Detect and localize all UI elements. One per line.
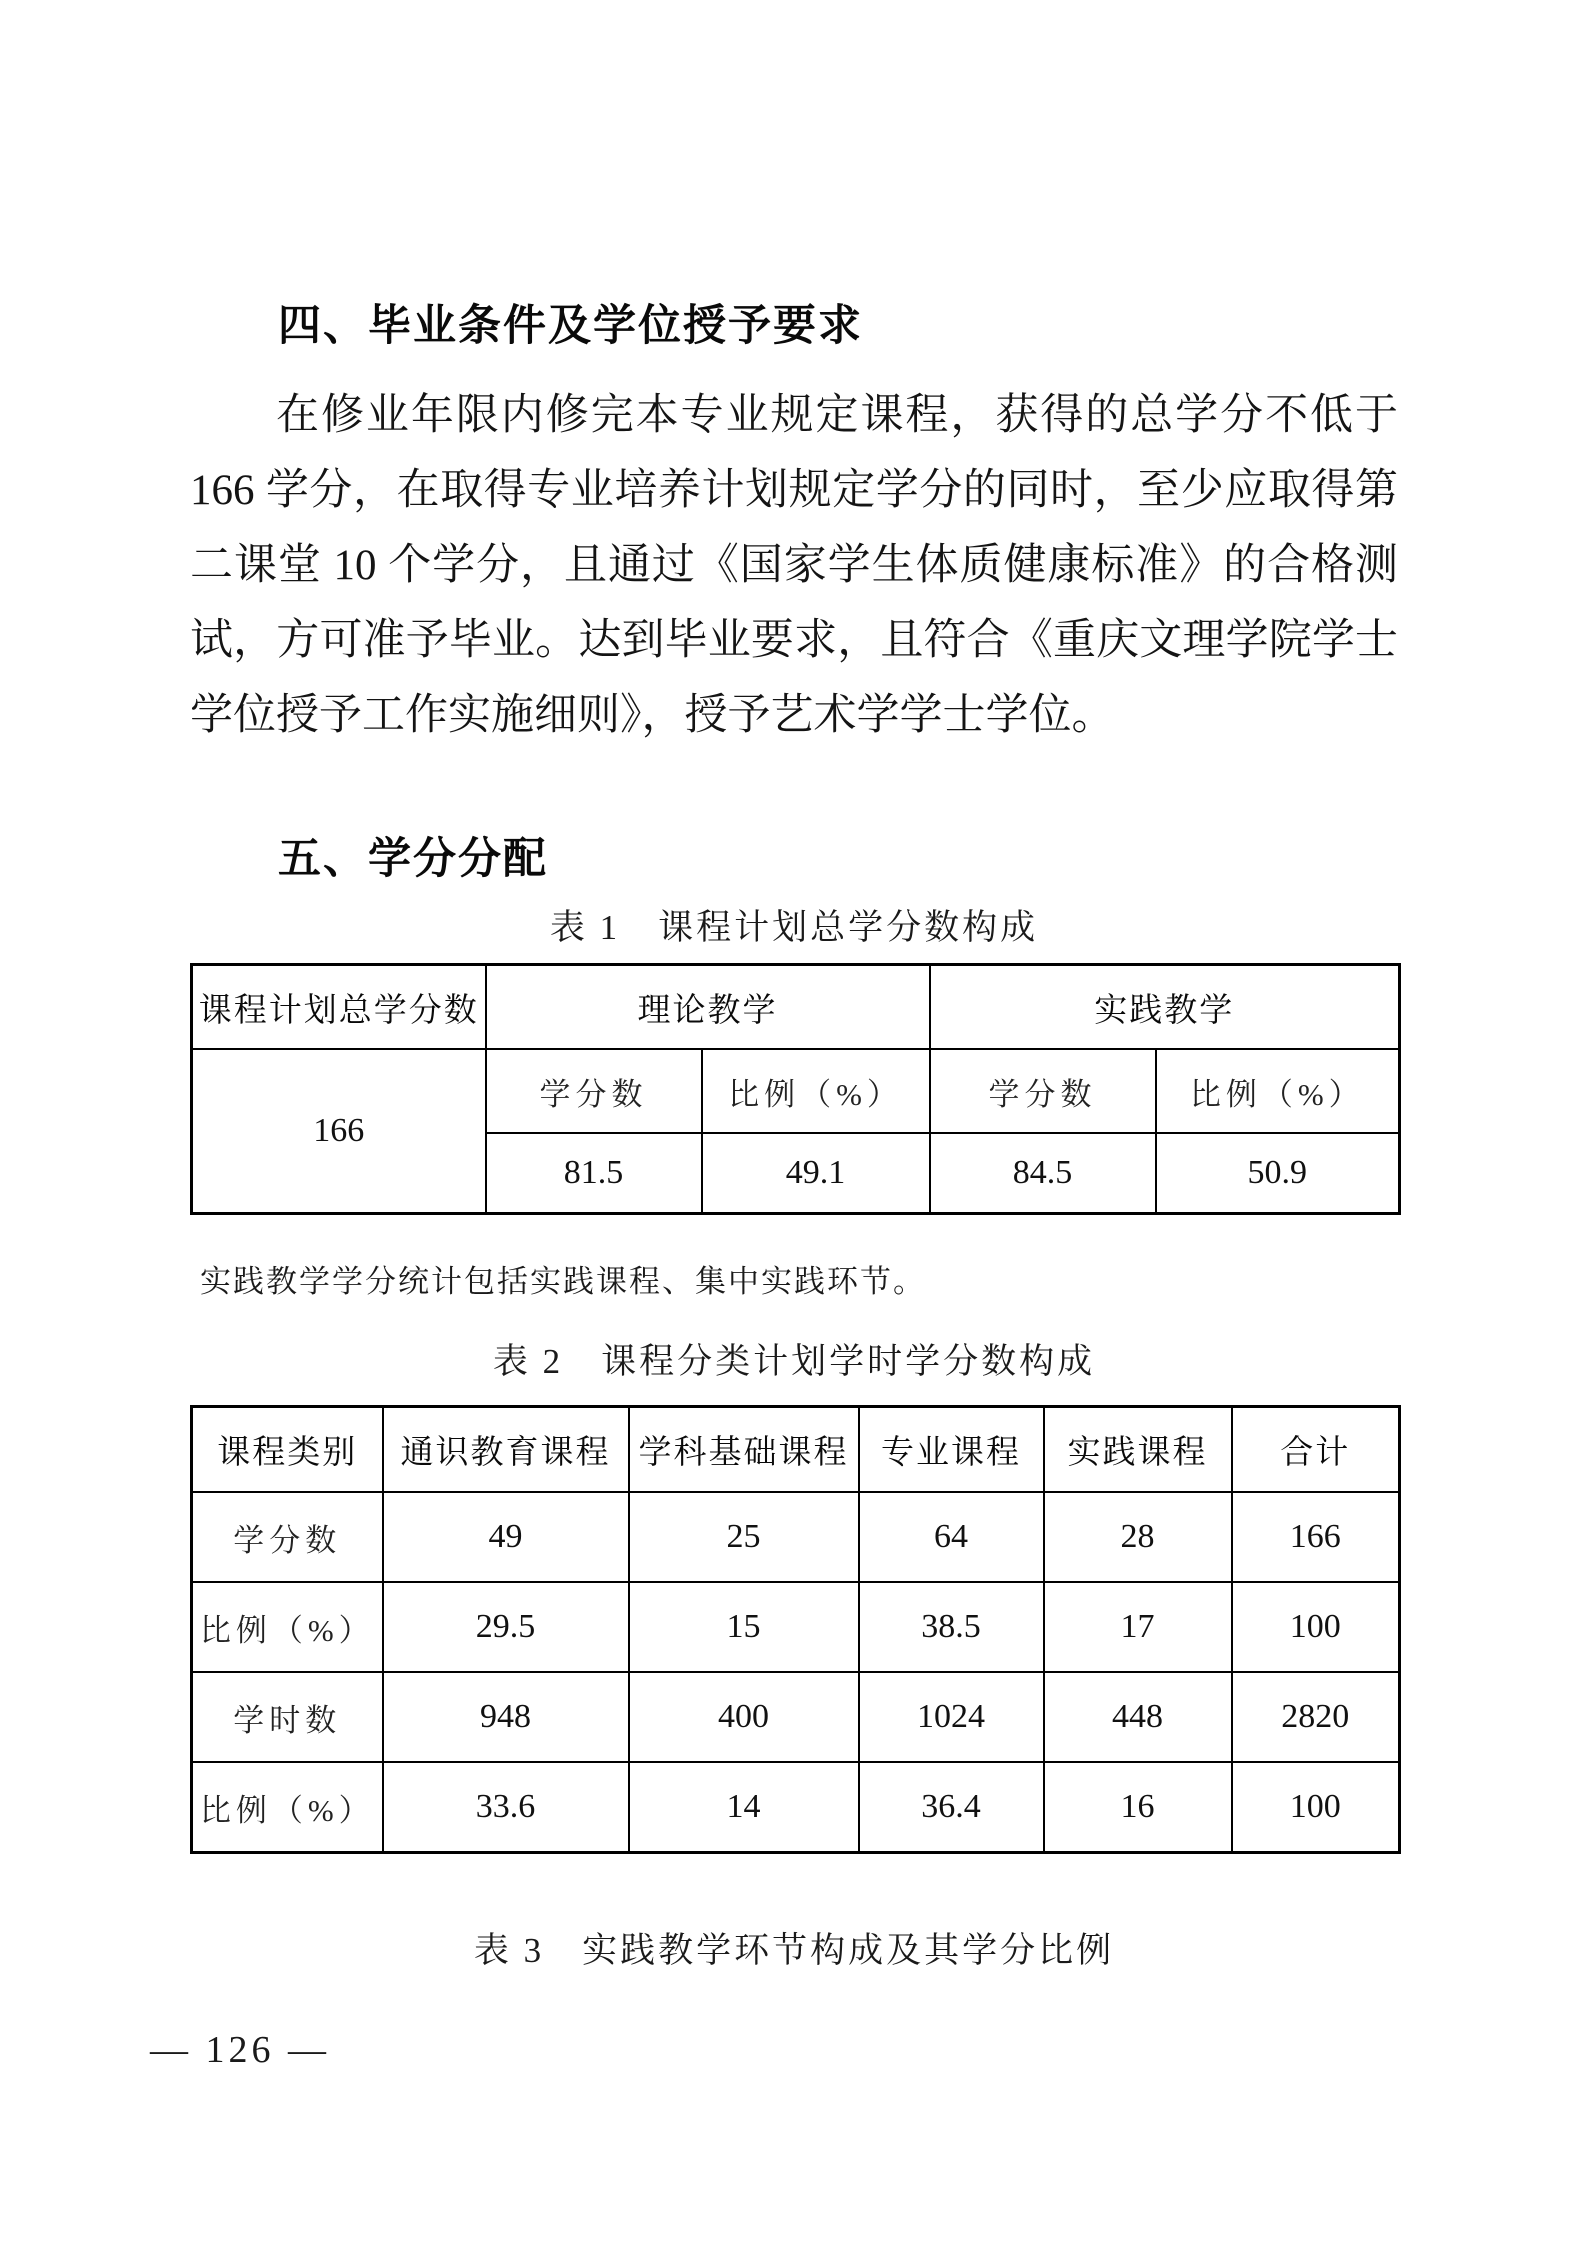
table-cell: 948: [383, 1672, 629, 1762]
table2-header: 实践课程: [1044, 1407, 1232, 1493]
table-cell: 14: [629, 1762, 859, 1853]
table-cell: 38.5: [859, 1582, 1044, 1672]
table-cell: 学分数: [930, 1049, 1156, 1133]
graduation-requirements-paragraph: 在修业年限内修完本专业规定课程，获得的总学分不低于 166 学分，在取得专业培养计划规定学分的同时，至少应取得第二课堂 10 个学分，且通过《国家学生体质健康标准》的合格测试，方可准予毕业。达到毕业要求，且符合《重庆文理学院学士学位授予工作实施细则》，授予艺术学学士学位。: [190, 392, 1398, 739]
table1-practice-group-header: 实践教学: [930, 965, 1400, 1050]
table-row: [192, 1762, 1400, 1853]
table-cell: 17: [1044, 1582, 1232, 1672]
table-row: [192, 1672, 1400, 1762]
table1-total-credits: [190, 963, 1401, 1215]
table-cell: 81.5: [486, 1133, 702, 1214]
table-cell: 比例（%）: [1156, 1049, 1400, 1133]
table1-col1-header: 课程计划总学分数: [192, 965, 486, 1050]
table1-total-value: 166: [192, 1049, 486, 1214]
table1-theory-group-header: 理论教学: [486, 965, 930, 1050]
table-cell: 15: [629, 1582, 859, 1672]
table-cell: 36.4: [859, 1762, 1044, 1853]
table2-header: 专业课程: [859, 1407, 1044, 1493]
table-cell: 100: [1232, 1762, 1400, 1853]
table-row: [192, 965, 1400, 1050]
table-cell: 学分数: [486, 1049, 702, 1133]
table-cell: 28: [1044, 1492, 1232, 1582]
row-label: 学分数: [192, 1492, 383, 1582]
table-cell: 1024: [859, 1672, 1044, 1762]
table-cell: 400: [629, 1672, 859, 1762]
table-cell: 166: [1232, 1492, 1400, 1582]
table-cell: 448: [1044, 1672, 1232, 1762]
table-row: [192, 1407, 1400, 1493]
table-row: [192, 1582, 1400, 1672]
table-cell: 比例（%）: [702, 1049, 930, 1133]
page-content: [190, 296, 1398, 1974]
table-cell: 25: [629, 1492, 859, 1582]
table1-caption: 表 1 课程计划总学分数构成: [549, 908, 1039, 947]
table-cell: 100: [1232, 1582, 1400, 1672]
heading-section-5: 五、学分分配: [278, 835, 548, 883]
table-cell: 50.9: [1156, 1133, 1400, 1214]
table-row: [192, 1492, 1400, 1582]
table-cell: 49.1: [702, 1133, 930, 1214]
row-label: 学时数: [192, 1672, 383, 1762]
table-row: [192, 1049, 1400, 1133]
heading-section-4: 四、毕业条件及学位授予要求: [278, 302, 863, 350]
table-cell: 33.6: [383, 1762, 629, 1853]
table2-header: 通识教育课程: [383, 1407, 629, 1493]
table-cell: 64: [859, 1492, 1044, 1582]
table3-caption: 表 3 实践教学环节构成及其学分比例: [473, 1931, 1115, 1970]
table-cell: 49: [383, 1492, 629, 1582]
table-cell: 2820: [1232, 1672, 1400, 1762]
table2-caption: 表 2 课程分类计划学时学分数构成: [492, 1342, 1096, 1381]
table-cell: 29.5: [383, 1582, 629, 1672]
table2-header: 学科基础课程: [629, 1407, 859, 1493]
table-cell: 16: [1044, 1762, 1232, 1853]
table2-course-categories: [190, 1405, 1401, 1854]
table2-header: 课程类别: [192, 1407, 383, 1493]
page-number: — 126 —: [150, 2029, 330, 2071]
table1-note: 实践教学学分统计包括实践课程、集中实践环节。: [200, 1264, 926, 1299]
table2-header: 合计: [1232, 1407, 1400, 1493]
row-label: 比例（%）: [192, 1582, 383, 1672]
row-label: 比例（%）: [192, 1762, 383, 1853]
table-cell: 84.5: [930, 1133, 1156, 1214]
